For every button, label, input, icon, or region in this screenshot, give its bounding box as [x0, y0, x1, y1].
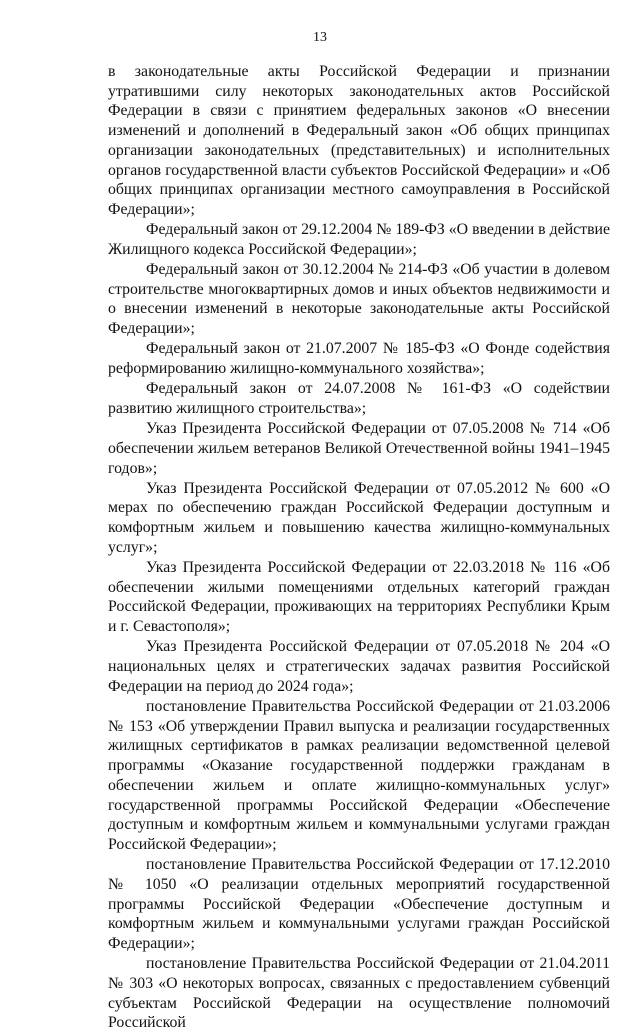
- page-number: 13: [313, 30, 327, 45]
- paragraph-decree-600: Указ Президента Российской Федерации от 07.05.2012 № 600 «О мерах по обеспечению граждан Российской Федерации доступным и комфортным жильем и повышению качества жилищно-коммунальных услуг»;: [108, 479, 610, 556]
- paragraph-continuation: в законодательные акты Российской Федерации и признании утратившими силу некоторых законодательных актов Российской Федерации в связи с принятием федеральных законов «О внесении изменений и дополнений в Федеральный закон «Об общих принципах организации законодательных (представительных) и исполнительных органов государственной власти субъектов Российской Федерации» и «Об общих принципах организации местного самоуправления в Российской Федерации»;: [108, 63, 610, 218]
- paragraph-federal-law-214: Федеральный закон от 30.12.2004 № 214-ФЗ «Об участии в долевом строительстве многоквартирных домов и иных объектов недвижимости и о внесении изменений в некоторые законодательные акты Российской Федерации»;: [108, 261, 610, 338]
- paragraph-decree-116: Указ Президента Российской Федерации от 22.03.2018 № 116 «Об обеспечении жилыми помещениями отдельных категорий граждан Российской Федерации, проживающих на территориях Республики Крым и г. Севастополя»;: [108, 559, 610, 636]
- paragraph-federal-law-185: Федеральный закон от 21.07.2007 № 185-ФЗ «О Фонде содействия реформированию жилищно-коммунального хозяйства»;: [108, 340, 610, 378]
- paragraph-federal-law-189: Федеральный закон от 29.12.2004 № 189-ФЗ «О введении в действие Жилищного кодекса Российской Федерации»;: [108, 221, 610, 258]
- paragraph-decree-714: Указ Президента Российской Федерации от 07.05.2008 № 714 «Об обеспечении жильем ветеранов Великой Отечественной войны 1941–1945 годов»;: [108, 420, 610, 477]
- document-body: [108, 62, 610, 1033]
- paragraph-resolution-1050: постановление Правительства Российской Федерации от 17.12.2010 № 1050 «О реализации отдельных мероприятий государственной программы Российской Федерации «Обеспечение доступным и комфортным жильем и коммунальными услугами граждан Российской Федерации»;: [108, 856, 610, 952]
- paragraph-decree-204: Указ Президента Российской Федерации от 07.05.2018 № 204 «О национальных целях и стратегических задачах развития Российской Федерации на период до 2024 года»;: [108, 638, 610, 695]
- paragraph-resolution-153: постановление Правительства Российской Федерации от 21.03.2006 № 153 «Об утверждении Правил выпуска и реализации государственных жилищных сертификатов в рамках реализации ведомственной целевой программы «Оказание государственной поддержки гражданам в обеспечении жильем и оплате жилищно-коммунальных услуг» государственной программы Российской Федерации «Обеспечение доступным и комфортным жильем и коммунальными услугами граждан Российской Федерации»;: [108, 698, 610, 853]
- paragraph-federal-law-161: Федеральный закон от 24.07.2008 № 161-ФЗ «О содействии развитию жилищного строительства»;: [108, 380, 610, 417]
- paragraph-resolution-303: постановление Правительства Российской Федерации от 21.04.2011 № 303 «О некоторых вопросах, связанных с предоставлением субвенций субъектам Российской Федерации на осуществление полномочий Российской: [108, 955, 610, 1032]
